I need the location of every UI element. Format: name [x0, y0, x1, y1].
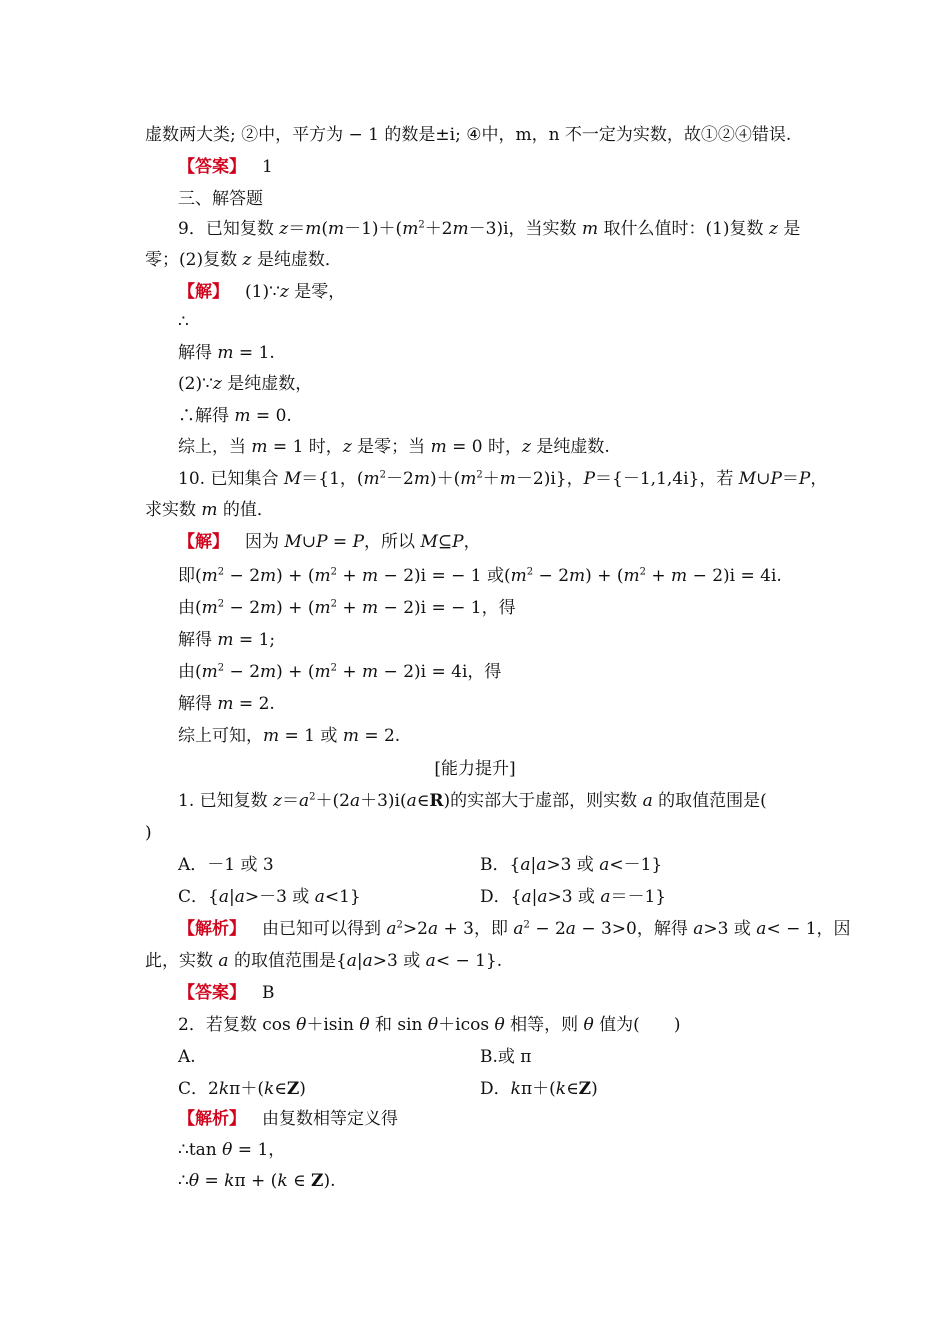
analysis-line-cont: 此，实数 a 的取值范围是{a|a>3 或 a< − 1}. — [145, 951, 503, 971]
solution-line: 解得 m = 1. — [178, 343, 275, 363]
question-1-cont: ) — [145, 823, 152, 843]
answer-line — [178, 156, 273, 178]
subsection-heading: [能力提升] — [434, 759, 516, 779]
question-1: 1. 已知复数 $z=a^2+(2a+3)i(a\in R)$的实部大于虚部，则实数 a 的取值范围是( — [178, 791, 767, 811]
solution-line: 解得 m = 2. — [178, 694, 275, 714]
answer-value: B — [262, 983, 275, 1003]
therefore-symbol: ∴ — [178, 312, 189, 332]
question-2: 2．若复数 cos θ＋isin θ 和 sin θ＋icos θ 相等，则 θ 值为( ) — [178, 1015, 681, 1035]
solution-line: (2)∵z 是纯虚数， — [178, 374, 313, 394]
solution-line: 综上，当 m = 1 时，z 是零；当 m = 0 时，z 是纯虚数. — [178, 437, 610, 457]
solution-line: 即$(m^2 - 2m) + (m^2 + m - 2)i$ = − 1 或$(m^2 - 2m) + (m^2 + m - 2)i = 4i$. — [178, 566, 782, 586]
analysis-tag: 【解析】 — [178, 919, 246, 939]
question-10: 10. 已知集合 M＝{1，$(m^2-2m)+(m^2+m-2)i$}，P＝{－1,1,4i}，若 M∪P＝P， — [178, 469, 828, 489]
question-9-cont: 零；(2)复数 z 是纯虚数． — [145, 250, 342, 270]
analysis-line: 【解析】 由已知可以得到 $a^2>2a + 3$，即 $a^2 - 2a - 3>0$，解得 a>3 或 a< − 1，因 — [178, 919, 851, 939]
solution-tag: 【解】 — [178, 532, 229, 552]
solution-line: 由$(m^2 - 2m) + (m^2 + m - 2)i$ = − 1，得 — [178, 598, 516, 618]
solution-tag: 【解】 — [178, 282, 229, 302]
answer-line — [178, 982, 275, 1004]
analysis-line: 【解析】 由复数相等定义得 — [178, 1109, 398, 1129]
option-b: B.或 π — [480, 1047, 532, 1067]
solution-line: ∴tan θ = 1， — [178, 1140, 286, 1160]
text-line: 虚数两大类; ②中，平方为 − 1 的数是±i; ④中，m，n 不一定为实数，故①②④错误. — [145, 125, 792, 145]
solution-line: 综上可知，m = 1 或 m = 2. — [178, 726, 401, 746]
analysis-tag: 【解析】 — [178, 1109, 246, 1129]
solution-line: 由$(m^2 - 2m) + (m^2 + m - 2)i = 4i$，得 — [178, 662, 502, 682]
section-heading: 三、解答题 — [178, 189, 263, 209]
option-c: C．{a|a>－3 或 a<1} — [178, 887, 361, 907]
answer-value: 1 — [262, 157, 273, 177]
solution-line: ∴解得 m = 0. — [178, 406, 292, 426]
answer-tag: 【答案】 — [178, 157, 246, 177]
solution-line: 【解】 因为 M∪P = P，所以 M⊆P， — [178, 532, 481, 552]
question-10-cont: 求实数 m 的值． — [145, 500, 274, 520]
option-d: D．kπ＋(k∈Z) — [480, 1079, 598, 1099]
option-a: A. — [178, 1047, 196, 1067]
option-a: A．－1 或 3 — [178, 855, 274, 875]
solution-line: 【解】 (1)∵z 是零， — [178, 282, 346, 302]
option-c: C．2kπ＋(k∈Z) — [178, 1079, 306, 1099]
solution-line: ∴θ = kπ + (k ∈ Z). — [178, 1171, 336, 1191]
option-b: B．{a|a>3 或 a<－1} — [480, 855, 663, 875]
answer-tag: 【答案】 — [178, 983, 246, 1003]
option-d: D．{a|a>3 或 a＝－1} — [480, 887, 667, 907]
question-9: 9．已知复数 $z=m(m-1)+(m^2+2m-3)i$，当实数 m 取什么值时：(1)复数 z 是 — [178, 219, 801, 239]
solution-line: 解得 m = 1; — [178, 630, 276, 650]
